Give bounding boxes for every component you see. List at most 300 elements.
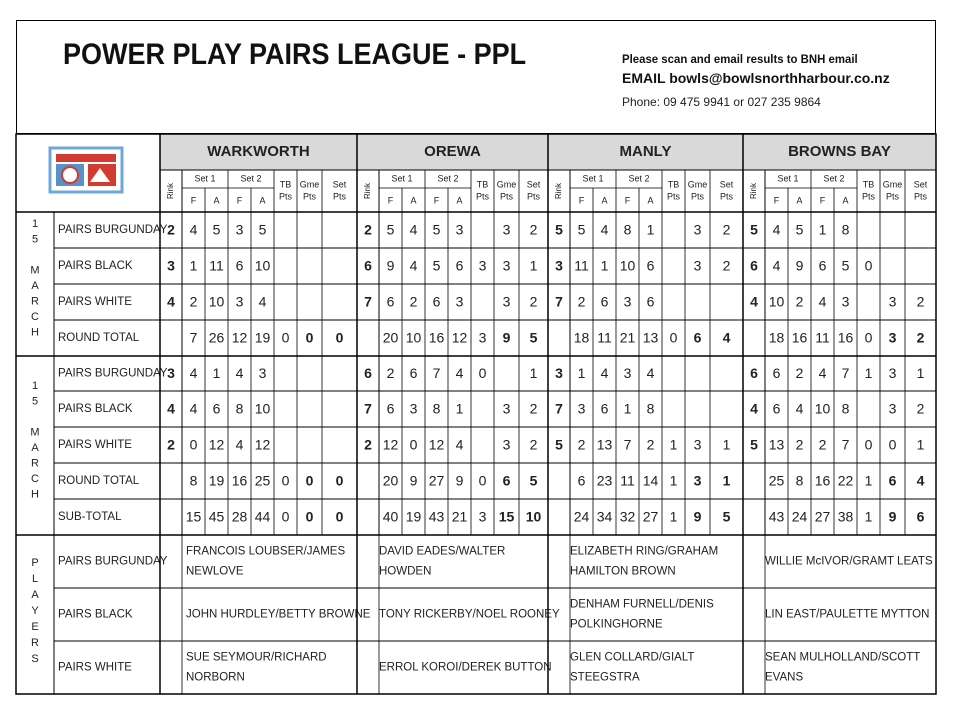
score-cell: 13 — [596, 436, 613, 453]
score-cell: 7 — [841, 365, 850, 382]
score-cell: 19 — [208, 472, 225, 489]
score-cell: 14 — [642, 472, 659, 489]
players-side-label: Y — [31, 604, 39, 617]
score-cell: 12 — [254, 436, 271, 453]
score-cell: 2 — [916, 293, 925, 310]
player-names: LIN EAST/PAULETTE MYTTON — [765, 608, 930, 621]
score-cell: 10 — [525, 508, 542, 525]
player-names: GLEN COLLARD/GIALT — [570, 651, 695, 664]
date-label: M — [30, 264, 40, 277]
score-cell: 0 — [409, 436, 418, 453]
score-cell: 2 — [167, 436, 175, 453]
score-cell: 4 — [189, 365, 198, 382]
score-cell: 1 — [577, 365, 586, 382]
col-header-gme: Pts — [885, 191, 900, 202]
score-cell: 3 — [888, 365, 897, 382]
score-cell: 27 — [428, 472, 445, 489]
player-names: POLKINGHORNE — [570, 618, 663, 631]
col-header-set2: Set 2 — [240, 173, 262, 184]
col-header-rink: Rink — [749, 182, 759, 200]
row-label: SUB-TOTAL — [58, 511, 122, 524]
score-cell: 9 — [693, 508, 702, 525]
score-cell: 3 — [577, 400, 586, 417]
score-cell: 6 — [772, 400, 781, 417]
date-label: C — [31, 472, 39, 485]
col-header-set1: Set 1 — [194, 173, 216, 184]
score-cell: 6 — [409, 365, 418, 382]
score-cell: 2 — [916, 400, 925, 417]
score-cell: 5 — [386, 221, 395, 238]
score-cell: 5 — [212, 221, 221, 238]
score-cell: 1 — [646, 221, 655, 238]
score-cell: 12 — [382, 436, 399, 453]
score-cell: 3 — [455, 293, 464, 310]
player-names: ERROL KOROI/DEREK BUTTON — [379, 661, 552, 674]
score-cell: 1 — [600, 257, 609, 274]
player-row-label: PAIRS WHITE — [58, 661, 132, 674]
score-cell: 1 — [864, 508, 873, 525]
score-cell: 4 — [258, 293, 267, 310]
score-cell: 1 — [916, 365, 925, 382]
score-cell: 27 — [814, 508, 831, 525]
score-cell: 4 — [235, 436, 244, 453]
score-cell: 43 — [768, 508, 785, 525]
score-cell: 3 — [478, 329, 487, 346]
score-cell: 6 — [364, 257, 372, 274]
col-header-tb: Pts — [861, 191, 876, 202]
score-cell: 9 — [502, 329, 511, 346]
col-header-set: Set — [719, 179, 734, 190]
score-cell: 1 — [818, 221, 827, 238]
score-cell: 2 — [916, 329, 925, 346]
score-cell: 4 — [235, 365, 244, 382]
score-cell: 3 — [623, 365, 632, 382]
player-names: DAVID EADES/WALTER — [379, 545, 506, 558]
score-cell: 5 — [529, 472, 538, 489]
score-cell: 11 — [620, 472, 635, 489]
score-cell: 3 — [167, 257, 175, 274]
score-cell: 4 — [750, 293, 758, 310]
col-header-f: F — [624, 195, 631, 206]
score-cell: 10 — [814, 400, 831, 417]
col-header-set: Pts — [913, 191, 928, 202]
player-names: EVANS — [765, 671, 804, 684]
score-cell: 10 — [768, 293, 785, 310]
score-cell: 2 — [386, 365, 395, 382]
score-cell: 2 — [529, 400, 538, 417]
date-label: A — [31, 441, 39, 454]
player-names: NEWLOVE — [186, 565, 244, 578]
score-cell: 6 — [455, 257, 464, 274]
score-cell: 25 — [768, 472, 785, 489]
score-cell: 2 — [795, 293, 804, 310]
score-cell: 3 — [502, 400, 511, 417]
score-cell: 2 — [167, 221, 175, 238]
score-cell: 4 — [409, 257, 418, 274]
score-cell: 21 — [451, 508, 468, 525]
score-cell: 3 — [502, 436, 511, 453]
players-side-label: L — [31, 572, 39, 585]
score-cell: 5 — [258, 221, 267, 238]
score-cell: 4 — [750, 400, 758, 417]
score-cell: 1 — [864, 365, 873, 382]
score-cell: 4 — [167, 400, 175, 417]
score-cell: 10 — [405, 329, 422, 346]
col-header-set2: Set 2 — [628, 173, 650, 184]
row-label: PAIRS BLACK — [58, 403, 133, 416]
date-label: H — [31, 326, 39, 339]
col-header-f: F — [773, 195, 780, 206]
score-cell: 3 — [888, 329, 897, 346]
score-cell: 7 — [189, 329, 198, 346]
score-cell: 4 — [600, 365, 609, 382]
score-cell: 1 — [864, 472, 873, 489]
score-cell: 2 — [818, 436, 827, 453]
date-label: C — [31, 310, 39, 323]
score-cell: 15 — [498, 508, 515, 525]
score-cell: 0 — [864, 257, 873, 274]
score-cell: 0 — [281, 508, 290, 525]
col-header-gme: Pts — [302, 191, 317, 202]
score-cell: 8 — [841, 400, 850, 417]
col-header-gme: Gme — [687, 179, 708, 190]
player-row-label: PAIRS BURGUNDAY — [58, 555, 168, 568]
score-cell: 3 — [502, 257, 511, 274]
score-cell: 5 — [795, 221, 804, 238]
instruction-note: Please scan and email results to BNH email — [622, 52, 858, 66]
score-cell: 0 — [335, 472, 344, 489]
score-cell: 3 — [888, 400, 897, 417]
team-name-1: OREWA — [424, 142, 481, 160]
score-cell: 4 — [409, 221, 418, 238]
score-cell: 3 — [409, 400, 418, 417]
player-names: SUE SEYMOUR/RICHARD — [186, 651, 327, 664]
col-header-f: F — [236, 195, 243, 206]
score-cell: 5 — [555, 221, 563, 238]
col-header-a: A — [647, 195, 654, 206]
score-cell: 8 — [795, 472, 804, 489]
score-cell: 6 — [916, 508, 925, 525]
score-cell: 5 — [841, 257, 850, 274]
score-cell: 18 — [573, 329, 590, 346]
score-cell: 1 — [722, 472, 731, 489]
score-cell: 4 — [189, 400, 198, 417]
score-cell: 6 — [364, 365, 372, 382]
row-label: PAIRS BURGUNDAY — [58, 224, 168, 237]
score-cell: 11 — [815, 329, 830, 346]
col-header-gme: Gme — [299, 179, 320, 190]
score-cell: 6 — [577, 472, 586, 489]
score-cell: 6 — [772, 365, 781, 382]
score-cell: 0 — [305, 508, 314, 525]
score-cell: 6 — [212, 400, 221, 417]
col-header-tb: TB — [476, 179, 489, 190]
score-cell: 11 — [597, 329, 612, 346]
score-cell: 6 — [646, 293, 655, 310]
row-label: PAIRS WHITE — [58, 296, 132, 309]
date-label: 5 — [31, 233, 39, 246]
score-cell: 15 — [185, 508, 202, 525]
score-cell: 7 — [841, 436, 850, 453]
col-header-set1: Set 1 — [391, 173, 413, 184]
player-names: HOWDEN — [379, 565, 432, 578]
col-header-rink: Rink — [363, 182, 373, 200]
score-cell: 19 — [254, 329, 271, 346]
score-cell: 6 — [646, 257, 655, 274]
score-cell: 20 — [382, 472, 399, 489]
score-cell: 2 — [364, 221, 372, 238]
team-name-2: MANLY — [619, 142, 672, 160]
player-names: FRANCOIS LOUBSER/JAMES — [186, 545, 346, 558]
score-cell: 24 — [573, 508, 590, 525]
score-cell: 27 — [642, 508, 659, 525]
score-cell: 9 — [386, 257, 395, 274]
score-cell: 0 — [281, 329, 290, 346]
score-cell: 6 — [600, 400, 609, 417]
score-cell: 3 — [693, 221, 702, 238]
score-cell: 24 — [791, 508, 808, 525]
score-cell: 3 — [555, 257, 563, 274]
player-names: TONY RICKERBY/NOEL ROONEY — [379, 608, 560, 621]
score-cell: 4 — [600, 221, 609, 238]
score-cell: 3 — [478, 257, 487, 274]
contact-phone: Phone: 09 475 9941 or 027 235 9864 — [622, 95, 821, 109]
score-cell: 1 — [455, 400, 464, 417]
col-header-f: F — [819, 195, 826, 206]
score-cell: 12 — [428, 436, 445, 453]
score-cell: 44 — [254, 508, 271, 525]
score-cell: 20 — [382, 329, 399, 346]
score-cell: 0 — [305, 329, 314, 346]
score-cell: 6 — [750, 365, 758, 382]
score-cell: 1 — [722, 436, 731, 453]
col-header-tb: TB — [862, 179, 875, 190]
col-header-gme: Gme — [882, 179, 903, 190]
score-cell: 8 — [623, 221, 632, 238]
col-header-set: Pts — [526, 191, 541, 202]
score-cell: 3 — [623, 293, 632, 310]
score-cell: 40 — [382, 508, 399, 525]
col-header-a: A — [456, 195, 463, 206]
score-cell: 2 — [577, 293, 586, 310]
score-cell: 16 — [837, 329, 854, 346]
col-header-set: Set — [332, 179, 347, 190]
player-names: STEEGSTRA — [570, 671, 640, 684]
score-cell: 8 — [432, 400, 441, 417]
score-cell: 32 — [619, 508, 636, 525]
row-label: PAIRS WHITE — [58, 439, 132, 452]
score-cell: 16 — [231, 472, 248, 489]
row-label: PAIRS BLACK — [58, 260, 133, 273]
row-label: ROUND TOTAL — [58, 475, 140, 488]
score-cell: 7 — [623, 436, 632, 453]
score-cell: 7 — [364, 293, 372, 310]
player-names: SEAN MULHOLLAND/SCOTT — [765, 651, 921, 664]
score-cell: 19 — [405, 508, 422, 525]
score-cell: 6 — [888, 472, 897, 489]
col-header-f: F — [387, 195, 394, 206]
score-cell: 0 — [478, 365, 487, 382]
col-header-f: F — [433, 195, 440, 206]
score-cell: 12 — [208, 436, 225, 453]
col-header-tb: TB — [667, 179, 680, 190]
score-cell: 6 — [386, 293, 395, 310]
score-cell: 26 — [208, 329, 225, 346]
col-header-a: A — [213, 195, 220, 206]
score-cell: 10 — [254, 257, 271, 274]
score-cell: 4 — [722, 329, 731, 346]
score-cell: 11 — [209, 257, 224, 274]
score-cell: 1 — [916, 436, 925, 453]
score-cell: 4 — [795, 400, 804, 417]
col-header-set: Pts — [332, 191, 347, 202]
col-header-a: A — [842, 195, 849, 206]
score-cell: 3 — [693, 436, 702, 453]
score-cell: 3 — [693, 472, 702, 489]
score-cell: 2 — [646, 436, 655, 453]
players-side-label: E — [31, 620, 39, 633]
score-cell: 3 — [235, 221, 244, 238]
player-names: DENHAM FURNELL/DENIS — [570, 598, 714, 611]
score-cell: 0 — [888, 436, 897, 453]
score-cell: 25 — [254, 472, 271, 489]
score-cell: 0 — [189, 436, 198, 453]
score-cell: 2 — [722, 221, 731, 238]
score-cell: 6 — [600, 293, 609, 310]
col-header-rink: Rink — [554, 182, 564, 200]
team-name-3: BROWNS BAY — [788, 142, 891, 160]
score-cell: 2 — [795, 365, 804, 382]
col-header-set1: Set 1 — [582, 173, 604, 184]
col-header-gme: Pts — [499, 191, 514, 202]
date-label: 1 — [31, 379, 39, 392]
bowls-north-harbour-logo-icon — [50, 148, 122, 192]
score-cell: 7 — [555, 293, 563, 310]
date-label: A — [31, 279, 39, 292]
date-label: M — [30, 426, 40, 439]
score-cell: 1 — [189, 257, 198, 274]
score-cell: 18 — [768, 329, 785, 346]
score-cell: 5 — [722, 508, 731, 525]
score-cell: 23 — [596, 472, 613, 489]
score-cell: 28 — [231, 508, 248, 525]
score-cell: 34 — [596, 508, 613, 525]
score-cell: 5 — [555, 436, 563, 453]
score-cell: 1 — [212, 365, 221, 382]
score-cell: 12 — [231, 329, 248, 346]
score-cell: 3 — [502, 293, 511, 310]
col-header-tb: Pts — [278, 191, 293, 202]
score-cell: 21 — [619, 329, 636, 346]
score-cell: 6 — [432, 293, 441, 310]
score-cell: 2 — [529, 293, 538, 310]
score-cell: 9 — [409, 472, 418, 489]
players-side-label: R — [31, 636, 39, 649]
score-cell: 5 — [750, 221, 758, 238]
score-cell: 12 — [451, 329, 468, 346]
score-cell: 3 — [455, 221, 464, 238]
col-header-a: A — [259, 195, 266, 206]
score-cell: 10 — [208, 293, 225, 310]
score-cell: 3 — [888, 293, 897, 310]
score-cell: 5 — [432, 257, 441, 274]
score-cell: 5 — [432, 221, 441, 238]
players-side-label: A — [31, 588, 39, 601]
score-cell: 2 — [577, 436, 586, 453]
row-label: ROUND TOTAL — [58, 332, 140, 345]
score-cell: 0 — [478, 472, 487, 489]
score-cell: 1 — [669, 508, 678, 525]
col-header-f: F — [190, 195, 197, 206]
date-label: 5 — [31, 395, 39, 408]
player-row-label: PAIRS BLACK — [58, 608, 133, 621]
score-cell: 8 — [189, 472, 198, 489]
score-cell: 6 — [235, 257, 244, 274]
col-header-f: F — [578, 195, 585, 206]
score-cell: 9 — [795, 257, 804, 274]
score-cell: 7 — [432, 365, 441, 382]
player-names: HAMILTON BROWN — [570, 565, 676, 578]
score-cell: 0 — [281, 472, 290, 489]
player-names: NORBORN — [186, 671, 245, 684]
score-cell: 9 — [455, 472, 464, 489]
date-label: R — [31, 457, 39, 470]
date-label: R — [31, 295, 39, 308]
col-header-set: Pts — [719, 191, 734, 202]
col-header-a: A — [410, 195, 417, 206]
score-cell: 8 — [646, 400, 655, 417]
col-header-set1: Set 1 — [777, 173, 799, 184]
score-cell: 4 — [646, 365, 655, 382]
score-cell: 16 — [814, 472, 831, 489]
col-header-tb: TB — [279, 179, 292, 190]
score-cell: 4 — [772, 257, 781, 274]
score-cell: 7 — [555, 400, 563, 417]
score-cell: 2 — [529, 436, 538, 453]
score-cell: 22 — [837, 472, 854, 489]
score-cell: 13 — [642, 329, 659, 346]
score-cell: 1 — [529, 365, 538, 382]
contact-email: EMAIL bowls@bowlsnorthharbour.co.nz — [622, 70, 890, 86]
col-header-set: Set — [526, 179, 541, 190]
score-cell: 45 — [208, 508, 225, 525]
score-cell: 3 — [841, 293, 850, 310]
score-cell: 1 — [529, 257, 538, 274]
date-label: 1 — [31, 217, 39, 230]
score-cell: 9 — [888, 508, 897, 525]
score-cell: 16 — [428, 329, 445, 346]
score-cell: 2 — [529, 221, 538, 238]
score-cell: 2 — [409, 293, 418, 310]
score-cell: 4 — [167, 293, 175, 310]
score-cell: 11 — [574, 257, 589, 274]
score-cell: 0 — [669, 329, 678, 346]
score-cell: 3 — [167, 365, 175, 382]
score-cell: 3 — [502, 221, 511, 238]
score-cell: 8 — [841, 221, 850, 238]
team-name-0: WARKWORTH — [207, 142, 310, 160]
score-cell: 16 — [791, 329, 808, 346]
score-cell: 4 — [772, 221, 781, 238]
score-cell: 4 — [455, 436, 464, 453]
score-cell: 7 — [364, 400, 372, 417]
score-cell: 3 — [693, 257, 702, 274]
score-cell: 2 — [722, 257, 731, 274]
col-header-set2: Set 2 — [437, 173, 459, 184]
score-cell: 6 — [750, 257, 758, 274]
player-names: ELIZABETH RING/GRAHAM — [570, 545, 719, 558]
score-cell: 0 — [864, 329, 873, 346]
